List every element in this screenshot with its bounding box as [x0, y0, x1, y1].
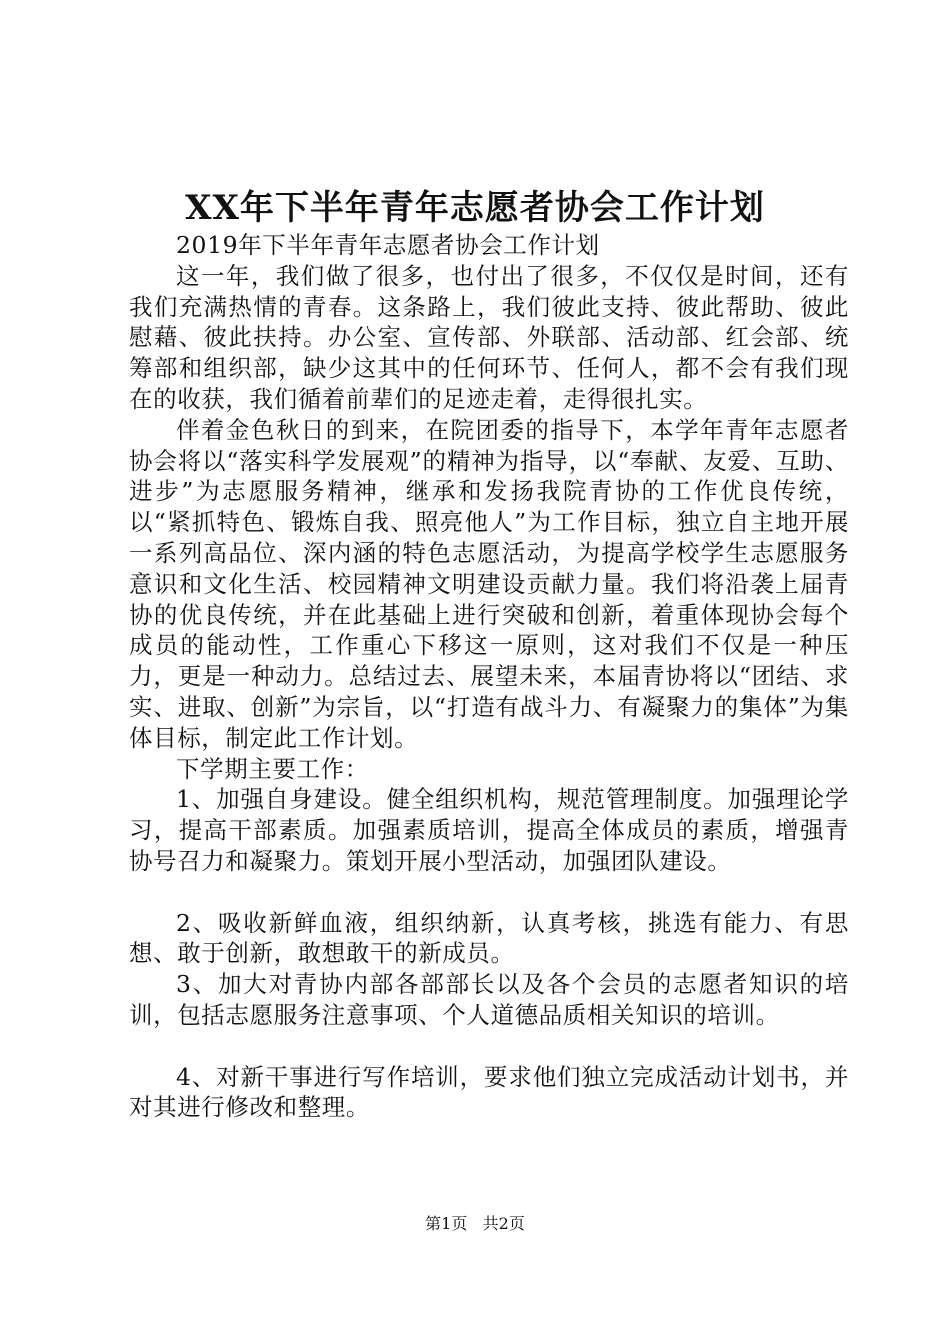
document-body	[129, 230, 849, 1123]
subtitle-paragraph: 2019年下半年青年志愿者协会工作计划	[176, 231, 600, 259]
intro-paragraph: 这一年，我们做了很多，也付出了很多，不仅仅是时间，还有我们充满热情的青春。这条路上，我们彼此支持、彼此帮助、彼此慰藉、彼此扶持。办公室、宣传部、外联部、活动部、红会部、统筹部和组织部，缺少这其中的任何环节、任何人，都不会有我们现在的收获，我们循着前辈们的足迹走着，走得很扎实。	[129, 261, 849, 413]
page-footer	[0, 1212, 950, 1236]
page-spacer	[472, 1214, 477, 1233]
work-item-3: 3、加大对青协内部各部部长以及各个会员的志愿者知识的培训，包括志愿服务注意事项、个人道德品质相关知识的培训。	[129, 970, 849, 1029]
goals-paragraph: 伴着金色秋日的到来，在院团委的指导下，本学年青年志愿者协会将以“落实科学发展观”的精神为指导，以“奉献、友爱、互助、进步”为志愿服务精神，继承和发扬我院青协的工作优良传统，以“紧抓特色、锻炼自我、照亮他人”为工作目标，独立自主地开展一系列高品位、深内涵的特色志愿活动，为提高学校学生志愿服务意识和文化生活、校园精神文明建设贡献力量。我们将沿袭上届青协的优良传统，并在此基础上进行突破和创新，着重体现协会每个成员的能动性，工作重心下移这一原则，这对我们不仅是一种压力，更是一种动力。总结过去、展望未来，本届青协将以“团结、求实、进取、创新”为宗旨，以“打造有战斗力、有凝聚力的集体”为集体目标，制定此工作计划。	[129, 415, 849, 752]
work-item-2: 2、吸收新鲜血液，组织纳新，认真考核，挑选有能力、有思想、敢于创新，敢想敢干的新成员。	[129, 908, 849, 968]
section-heading: 下学期主要工作：	[176, 754, 369, 783]
page-number: 第1页	[425, 1214, 468, 1233]
page-total: 共2页	[482, 1214, 525, 1233]
document-title: XX年下半年青年志愿者协会工作计划	[185, 188, 765, 228]
work-item-1: 1、加强自身建设。健全组织机构，规范管理制度。加强理论学习，提高干部素质。加强素质培训，提高全体成员的素质，增强青协号召力和凝聚力。策划开展小型活动，加强团队建设。	[129, 785, 849, 875]
work-item-4: 4、对新干事进行写作培训，要求他们独立完成活动计划书，并对其进行修改和整理。	[129, 1062, 849, 1122]
